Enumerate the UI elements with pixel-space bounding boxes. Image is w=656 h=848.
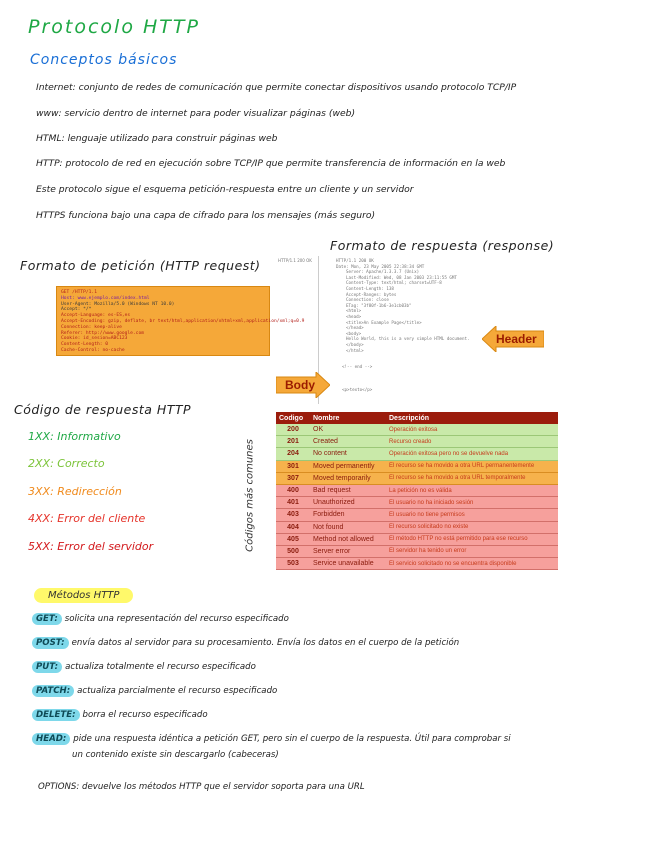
response-line: <head> — [346, 314, 362, 319]
status-desc-cell: La petición no es válida — [386, 484, 558, 496]
intro-line: Este protocolo sigue el esquema petición-respuesta entre un cliente y un servidor — [36, 184, 414, 195]
column-header-name: Nombre — [310, 412, 386, 424]
section-subtitle: Conceptos básicos — [30, 52, 178, 68]
table-row — [276, 460, 558, 472]
method-description: actualiza totalmente el recurso especificado — [65, 662, 256, 672]
status-name-cell: No content — [310, 448, 386, 460]
status-name-cell: Moved temporarily — [310, 472, 386, 484]
status-code-cell: 301 — [276, 460, 310, 472]
code-class-3xx: 3XX: Redirección — [28, 485, 122, 498]
table-row — [276, 558, 558, 570]
method-row — [32, 662, 256, 672]
response-status-line: HTTP/1.1 200 OK — [278, 258, 312, 263]
status-desc-cell: El recurso solicitado no existe — [386, 521, 558, 533]
intro-line: HTTP: protocolo de red en ejecución sobre TCP/IP que permite transferencia de información en la web — [36, 158, 506, 169]
status-code-cell: 404 — [276, 521, 310, 533]
code-class-1xx: 1XX: Informativo — [28, 430, 121, 443]
request-line: User-Agent: Mozilla/5.0 (Windows NT 10.0) — [61, 301, 175, 307]
request-line: Referer: http://www.google.com — [61, 330, 144, 336]
status-code-cell: 403 — [276, 509, 310, 521]
status-code-cell: 503 — [276, 558, 310, 570]
method-description: actualiza parcialmente el recurso especificado — [77, 686, 278, 696]
request-example-box — [56, 286, 305, 356]
body-arrow-icon — [276, 372, 330, 398]
request-line: Content-Length: 0 — [61, 342, 109, 348]
table-row — [276, 497, 558, 509]
response-line: </body> — [346, 342, 364, 347]
response-line: <html> — [346, 308, 362, 314]
status-code-cell: 401 — [276, 497, 310, 509]
status-code-cell: 400 — [276, 484, 310, 496]
status-code-cell: 405 — [276, 533, 310, 545]
status-desc-cell: El usuario no tiene permisos — [386, 509, 558, 521]
table-row — [276, 533, 558, 545]
header-arrow-label: Header — [496, 332, 537, 346]
request-line: GET /HTTP/1.1 — [61, 290, 97, 295]
response-line: Last-Modified: Wed, 08 Jan 2003 23:11:55 GMT — [346, 274, 457, 280]
column-header-description: Descripción — [386, 412, 558, 424]
response-line: ETag: "3f80f-1b6-3e1cb03b" — [346, 302, 412, 308]
response-line: <body> — [346, 330, 362, 336]
status-name-cell: Unauthorized — [310, 497, 386, 509]
response-heading: Formato de respuesta (response) — [330, 238, 555, 253]
status-name-cell: Bad request — [310, 484, 386, 496]
response-line: Server: Apache/1.3.3.7 (Unix) — [346, 269, 420, 275]
response-line: </head> — [346, 325, 364, 331]
column-header-code: Codigo — [276, 412, 310, 424]
status-desc-cell: El recurso se ha movido a otra URL temporalmente — [386, 472, 558, 484]
method-name-badge: PATCH: — [32, 685, 74, 697]
status-code-cell: 200 — [276, 424, 310, 436]
method-row — [32, 638, 459, 648]
response-line: HTTP/1.1 200 OK — [336, 258, 374, 263]
common-codes-label — [236, 430, 260, 570]
table-header-row — [276, 412, 558, 424]
code-class-4xx: 4XX: Error del cliente — [28, 512, 146, 525]
response-line: Date: Mon, 23 May 2005 22:38:34 GMT — [336, 263, 425, 269]
status-name-cell: Server error — [310, 545, 386, 557]
table-row — [276, 448, 558, 460]
intro-line: HTTPS funciona bajo una capa de cifrado para los mensajes (más seguro) — [36, 210, 376, 221]
status-desc-cell: Operación exitosa — [386, 424, 558, 436]
page-title: Protocolo HTTP — [28, 16, 200, 38]
status-desc-cell: El método HTTP no está permitido para ese recurso — [386, 533, 558, 545]
request-line: Connection: keep-alive — [61, 324, 122, 330]
response-line: Connection: close — [346, 297, 389, 303]
request-line: Cache-Control: no-cache — [61, 348, 125, 353]
table-row — [276, 545, 558, 557]
method-row — [32, 710, 208, 720]
response-line: <title>An Example Page</title> — [346, 319, 422, 325]
table-row — [276, 436, 558, 448]
status-code-cell: 307 — [276, 472, 310, 484]
response-line: Hello World, this is a very simple HTML document. — [346, 336, 470, 342]
table-row — [276, 484, 558, 496]
status-code-cell: 201 — [276, 436, 310, 448]
method-name-badge: GET: — [32, 613, 62, 625]
body-arrow-label: Body — [285, 378, 315, 392]
method-row — [32, 686, 277, 696]
method-name-badge: HEAD: — [32, 733, 70, 745]
intro-line: HTML: lenguaje utilizado para construir páginas web — [36, 133, 278, 144]
request-line: Host: www.ejemplo.com/index.html — [61, 295, 150, 301]
status-name-cell: Moved permanently — [310, 460, 386, 472]
codes-heading: Código de respuesta HTTP — [14, 402, 192, 417]
table-row — [276, 521, 558, 533]
intro-line: Internet: conjunto de redes de comunicación que permite conectar dispositivos usando protocolo TCP/IP — [36, 82, 517, 93]
response-line: Accept-Ranges: bytes — [346, 291, 397, 297]
request-line: Accept: */* — [61, 307, 92, 313]
request-line: Cookie: id_sesion=ABC123 — [61, 336, 128, 342]
status-name-cell: Method not allowed — [310, 533, 386, 545]
methods-heading: Métodos HTTP — [34, 588, 133, 603]
status-name-cell: Created — [310, 436, 386, 448]
status-desc-cell: El servidor ha tenido un error — [386, 545, 558, 557]
status-desc-cell: Operación exitosa pero no se devuelve nada — [386, 448, 558, 460]
status-desc-cell: El usuario no ha iniciado sesión — [386, 497, 558, 509]
method-row — [32, 614, 289, 624]
status-name-cell: OK — [310, 424, 386, 436]
response-line: <p>texto</p> — [342, 386, 373, 392]
options-method-line: OPTIONS: devuelve los métodos HTTP que el servidor soporta para una URL — [38, 782, 365, 792]
common-codes-label-text: Códigos más comunes — [244, 439, 256, 552]
response-line: <!-- end --> — [342, 364, 373, 370]
table-row — [276, 472, 558, 484]
table-row — [276, 509, 558, 521]
method-description: envía datos al servidor para su procesamiento. Envía los datos en el cuerpo de la petición — [71, 638, 460, 648]
method-name-badge: PUT: — [32, 661, 62, 673]
code-class-2xx: 2XX: Correcto — [28, 457, 105, 470]
code-class-5xx: 5XX: Error del servidor — [28, 540, 154, 553]
status-desc-cell: Recurso creado — [386, 436, 558, 448]
intro-line: www: servicio dentro de internet para poder visualizar páginas (web) — [36, 108, 356, 119]
table-row — [276, 424, 558, 436]
status-name-cell: Service unavailable — [310, 558, 386, 570]
method-row — [32, 734, 511, 744]
status-code-table — [276, 412, 558, 570]
method-description: pide una respuesta idéntica a petición GET, pero sin el cuerpo de la respuesta. Útil para comprobar si — [73, 734, 511, 744]
status-name-cell: Forbidden — [310, 509, 386, 521]
response-line: </html> — [346, 347, 364, 353]
status-desc-cell: El recurso se ha movido a otra URL permanentemente — [386, 460, 558, 472]
response-line: Content-Length: 138 — [346, 286, 394, 291]
method-description-continued: un contenido existe sin descargarlo (cabeceras) — [72, 750, 279, 760]
method-name-badge: POST: — [32, 637, 69, 649]
request-line: Accept-Language: es-ES,es — [61, 313, 131, 319]
status-name-cell: Not found — [310, 521, 386, 533]
request-line: Accept-Encoding: gzip, deflate, br text/html,application/xhtml+xml,application/xml;q=0.9 — [61, 319, 305, 324]
method-description: borra el recurso especificado — [82, 710, 208, 720]
status-desc-cell: El servicio solicitado no se encuentra disponible — [386, 558, 558, 570]
status-code-cell: 204 — [276, 448, 310, 460]
response-line: Content-Type: text/html; charset=UTF-8 — [346, 280, 442, 286]
request-heading: Formato de petición (HTTP request) — [20, 258, 261, 273]
header-arrow-icon — [482, 326, 544, 352]
method-description: solicita una representación del recurso especificado — [64, 614, 289, 624]
status-code-cell: 500 — [276, 545, 310, 557]
method-name-badge: DELETE: — [32, 709, 80, 721]
